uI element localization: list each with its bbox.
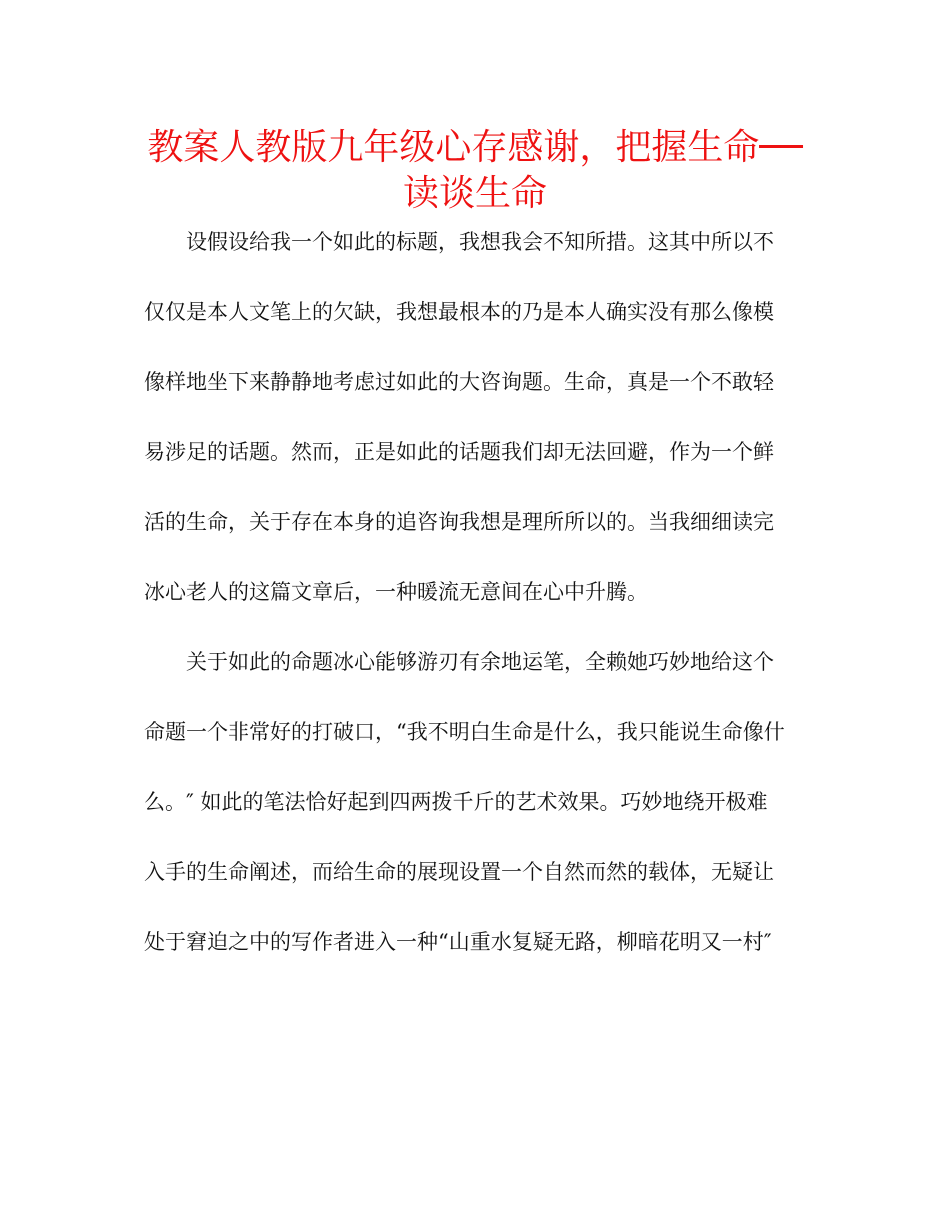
paragraph-1-line-5: 活的生命，关于存在本身的追咨询我想是理所所以的。当我细细读完 [144, 510, 774, 534]
paragraph-1-line-6: 冰心老人的这篇文章后，一种暖流无意间在心中升腾。 [144, 580, 648, 604]
paragraph-2-line-3: 么。″ 如此的笔法恰好起到四两拨千斤的艺术效果。巧妙地绕开极难 [144, 790, 768, 814]
document-title-line-1: 教案人教版九年级心存感谢，把握生命── [147, 127, 803, 168]
paragraph-2-line-5: 处于窘迫之中的写作者进入一种“山重水复疑无路，柳暗花明又一村″ [144, 930, 772, 954]
paragraph-2-line-1: 关于如此的命题冰心能够游刃有余地运笔，全赖她巧妙地给这个 [186, 650, 774, 674]
paragraph-1-line-4: 易涉足的话题。然而，正是如此的话题我们却无法回避，作为一个鲜 [144, 440, 774, 464]
paragraph-1-line-2: 仅仅是本人文笔上的欠缺，我想最根本的乃是本人确实没有那么像模 [144, 300, 774, 324]
paragraph-1-line-3: 像样地坐下来静静地考虑过如此的大咨询题。生命，真是一个不敢轻 [144, 370, 774, 394]
paragraph-2-line-4: 入手的生命阐述，而给生命的展现设置一个自然而然的载体，无疑让 [144, 860, 774, 884]
document-title-line-2: 读谈生命 [402, 173, 547, 214]
paragraph-2-line-2: 命题一个非常好的打破口，“我不明白生命是什么，我只能说生命像什 [144, 720, 785, 744]
paragraph-1-line-1: 设假设给我一个如此的标题，我想我会不知所措。这其中所以不 [186, 230, 774, 254]
